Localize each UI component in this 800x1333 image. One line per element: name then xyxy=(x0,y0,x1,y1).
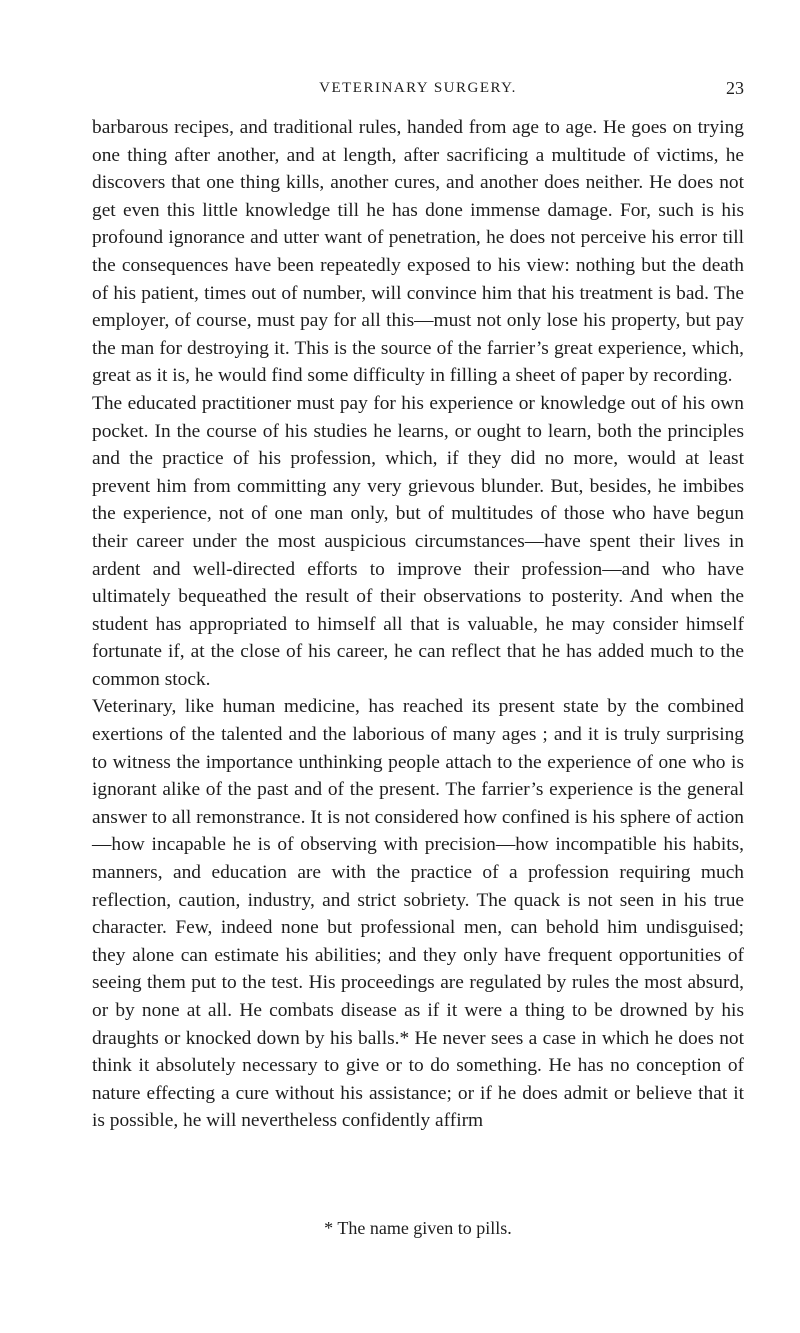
body-text xyxy=(92,114,744,1135)
paragraph: barbarous recipes, and traditional rules, handed from age to age. He goes on trying one thing after another, and at length, after sacrificing a multitude of victims, he discovers that one thing kills, another cures, and another does neither. He does not get even this little knowledge till he has done immense damage. For, such is his profound ignorance and utter want of penetration, he does not perceive his error till the consequences have been repeatedly exposed to his view: nothing but the death of his patient, times out of number, will convince him that his treatment is bad. The employer, of course, must pay for all this—must not only lose his property, but pay the man for destroying it. This is the source of the farrier’s great experience, which, great as it is, he would find some difficulty in filling a sheet of paper by recording. xyxy=(92,117,744,387)
page-header xyxy=(92,78,744,102)
paragraph: Veterinary, like human medicine, has reached its present state by the combined exertions of the talented and the laborious of many ages ; and it is truly surprising to witness the importance unthinking people attach to the experience of one who is ignorant alike of the past and of the present. The farrier’s experience is the general answer to all remonstrance. It is not considered how confined is his sphere of action—how incapable he is of observing with precision—how incompatible his habits, manners, and education are with the practice of a profession requiring much reflection, caution, industry, and strict sobriety. The quack is not seen in his true character. Few, indeed none but professional men, can behold him undisguised; they alone can estimate his abilities; and they only have frequent opportunities of seeing them put to the test. His proceedings are regulated by rules the most absurd, or by none at all. He combats disease as if it were a thing to be drowned by his draughts or knocked down by his balls.* He never sees a case in which he does not think it absolutely necessary to give or to do something. He has no conception of nature effecting a cure without his assistance; or if he does admit or believe that it is possible, he will nevertheless confidently affirm xyxy=(92,696,744,1132)
footnote: * The name given to pills. xyxy=(324,1218,512,1238)
paragraph: The educated practitioner must pay for his experience or knowledge out of his own pocket. In the course of his studies he learns, or ought to learn, both the principles and the practice of his profession, which, if they did no more, would at least prevent him from committing any very grievous blunder. But, besides, he imbibes the experience, not of one man only, but of multitudes of those who have begun their career under the most auspicious circumstances—have spent their lives in ardent and well-directed efforts to improve their profession—and who have ultimately bequeathed the result of their observations to posterity. And when the student has appropriated to himself all that is valuable, he may consider himself fortunate if, at the close of his career, he can reflect that he has added much to the common stock. xyxy=(92,392,744,690)
running-head: VETERINARY SURGERY. xyxy=(319,80,517,96)
page-number: 23 xyxy=(726,78,744,98)
